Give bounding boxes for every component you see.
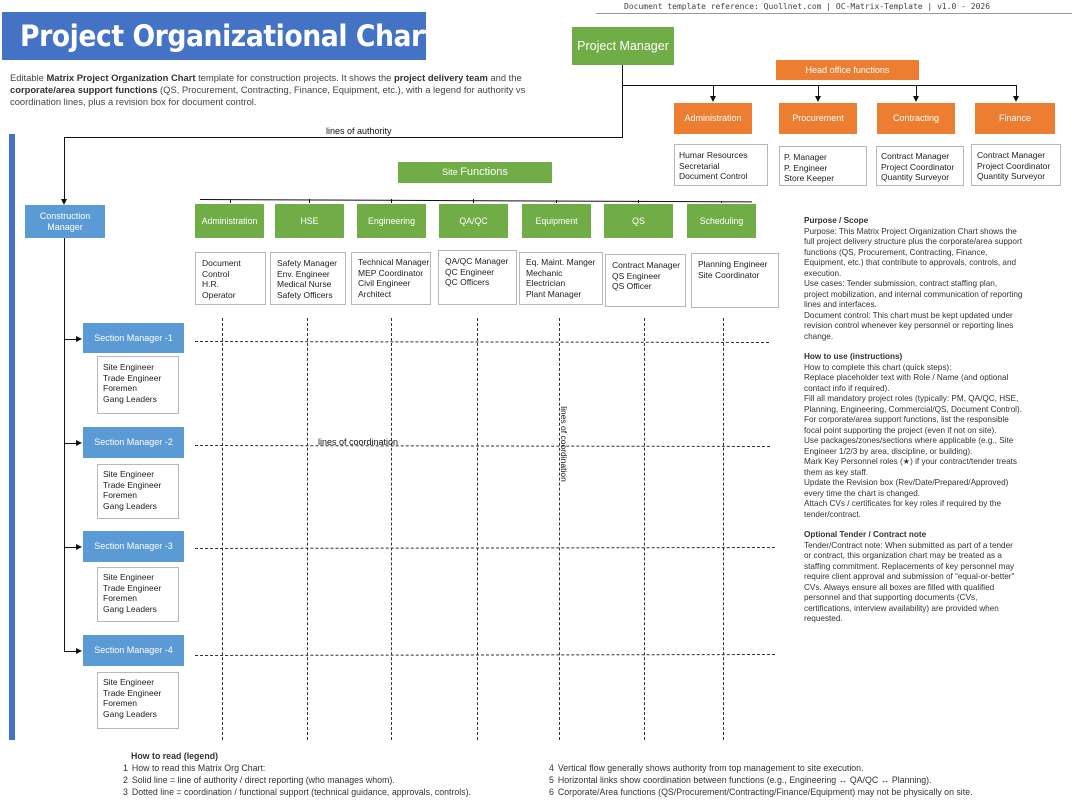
- ho-function-administration: [674, 103, 752, 134]
- section-manager-4: [83, 635, 184, 666]
- role-text: Mechanic: [526, 267, 563, 278]
- ho-function-label: Finance: [998, 113, 1032, 123]
- ho-arrow-3: [913, 96, 919, 102]
- note-line: them as key staff.: [804, 467, 869, 477]
- role-text: Env. Engineer: [277, 268, 330, 279]
- section-roles-4: [97, 672, 179, 729]
- note-line: execution.: [804, 268, 842, 278]
- note-line: staffing commitment. Replacements of key personnel may: [804, 561, 1015, 571]
- ho-roles-contracting: [876, 146, 964, 186]
- title-banner: [2, 12, 437, 60]
- role-text: Civil Engineer: [358, 278, 411, 288]
- cm-trunk-line: [64, 238, 65, 652]
- legend-item: [123, 787, 471, 799]
- page-title: Project Organizational Chart: [20, 19, 437, 53]
- role-text: H.R.: [202, 279, 219, 289]
- reference-divider: [596, 13, 1072, 14]
- sf-label: QA/QC: [459, 216, 488, 226]
- role-text: Secretarial: [679, 160, 720, 171]
- role-text: Gang Leaders: [103, 708, 157, 719]
- legend-title: How to read (legend): [131, 751, 218, 761]
- site-functions-line: [200, 199, 752, 202]
- sf-label: QS: [632, 216, 645, 226]
- ho-roles-finance: [971, 144, 1061, 186]
- sf-header-administration: [195, 204, 264, 238]
- sf-drop-1: [230, 199, 231, 203]
- note-line: Equipment, etc.) that contribute to approvals, controls, and: [804, 258, 1017, 267]
- note-line: For corporate/area support functions, list the responsible: [804, 415, 1009, 424]
- role-text: Humar Resources: [679, 150, 748, 160]
- role-text: Technical Manager: [358, 257, 430, 267]
- sf-roles-scheduling: [691, 253, 779, 308]
- role-text: Quantity Surveyor: [881, 172, 950, 182]
- note-line: Use packages/zones/sections where applicable (e.g., Site: [804, 436, 1014, 445]
- role-text: P. Manager: [784, 152, 827, 162]
- note-line: functions (QS, Procurement, Contracting, Finance,: [804, 247, 988, 257]
- head-office-label: Head office functions: [805, 65, 890, 75]
- sf-drop-7: [721, 201, 722, 203]
- legend-num: 5: [549, 774, 554, 785]
- section-manager-1: [83, 323, 184, 353]
- note-line: project mobilization, and internal communication of reporting: [804, 289, 1023, 299]
- sf-label: Administration: [201, 216, 258, 226]
- role-text: Store Keeper: [784, 173, 835, 183]
- authority-horizontal-line: [64, 137, 623, 138]
- legend-item: [123, 775, 471, 787]
- role-text: Site Engineer: [103, 469, 155, 479]
- sf-label: HSE: [300, 216, 319, 226]
- coord-h-2: [195, 445, 770, 447]
- role-text: Operator: [202, 289, 236, 300]
- section-roles-3: [97, 567, 179, 622]
- purpose-heading: Purpose / Scope: [804, 216, 869, 225]
- intro-text: Editable Matrix Project Organization Chart template for construction projects. It shows the project delivery team and the corporate/area support functions (QS, Procurement, Contracting, Finance, Equipment, etc.), with a legend for authority vs coordination lines, plus a revision box for document control.: [10, 72, 526, 107]
- sf-roles-qs: [605, 254, 686, 307]
- coord-v-7: [723, 318, 724, 740]
- head-office-banner: [776, 60, 919, 80]
- note-line: Document control: This chart must be kept updated under: [804, 310, 1013, 320]
- howto-body: [804, 363, 1036, 521]
- note-line: full project delivery structure plus the corporate/area support: [804, 237, 1022, 246]
- note-line: certifications, interview availability) are provided when: [804, 603, 999, 613]
- role-text: Planning Engineer: [698, 259, 768, 269]
- ho-function-procurement: [779, 103, 857, 134]
- coord-v-1: [222, 318, 223, 740]
- sf-label: Scheduling: [699, 216, 744, 226]
- sf-header-qaqc: [439, 204, 508, 238]
- legend-item: [549, 763, 973, 775]
- role-text: Medical Nurse: [277, 279, 332, 289]
- legend-num: 1: [123, 763, 128, 773]
- role-text: Quantity Surveyor: [977, 171, 1046, 181]
- section-arrow-4: [76, 648, 82, 654]
- section-manager-label: Section Manager -2: [94, 437, 173, 447]
- sf-roles-equipment: [519, 252, 603, 305]
- legend-text: How to read this Matrix Org Chart:: [131, 763, 266, 773]
- role-text: QA/QC Manager: [445, 256, 509, 266]
- coord-v-5: [559, 318, 560, 740]
- ho-function-label: Administration: [684, 113, 742, 123]
- site-functions-prefix: Site: [442, 167, 461, 177]
- legend-text: Horizontal links show coordination between functions (e.g., Engineering ↔ QA/QC ↔ Planning).: [557, 774, 932, 785]
- note-line: change.: [804, 331, 834, 341]
- sf-roles-qaqc: [438, 250, 517, 305]
- sf-drop-6: [638, 200, 639, 203]
- project-manager-label: Project Manager: [577, 39, 669, 53]
- note-line: tender/contract.: [804, 509, 861, 519]
- role-text: QC Officers: [445, 277, 490, 287]
- pm-down-line: [622, 65, 623, 138]
- role-text: Electrician: [526, 278, 566, 288]
- legend-text: Solid line = line of authority / direct reporting (who manages whom).: [131, 774, 395, 785]
- tender-heading: Optional Tender / Contract note: [804, 530, 927, 539]
- role-text: Trade Engineer: [103, 372, 162, 383]
- pm-to-head-office-line: [622, 85, 1017, 86]
- sf-roles-engineering: [351, 252, 431, 305]
- role-text: Site Engineer: [103, 572, 155, 582]
- note-line: require client approval and submission of “equal-or-better”: [804, 572, 1015, 581]
- sf-drop-3: [391, 199, 392, 203]
- sf-label: Equipment: [535, 216, 578, 226]
- note-line: contact info if required).: [804, 383, 890, 393]
- role-text: Gang Leaders: [103, 603, 157, 614]
- ho-roles-administration: [674, 144, 768, 186]
- note-line: Planning, Engineering, Commercial/QS, Document Control).: [804, 404, 1022, 414]
- note-line: focal point supporting the project (even if not on site).: [804, 425, 997, 435]
- cm-drop-line: [64, 137, 65, 200]
- coord-v-6: [644, 318, 645, 740]
- legend-num: 2: [123, 774, 128, 785]
- note-line: personnel and that supporting documents (CVs,: [804, 593, 978, 602]
- project-manager-box: [572, 27, 674, 65]
- ho-function-contracting: [877, 103, 955, 134]
- section-manager-label: Section Manager -4: [94, 645, 173, 655]
- role-text: Project Coordinator: [977, 160, 1051, 171]
- role-text: Trade Engineer: [103, 582, 162, 593]
- howto-heading: How to use (instructions): [804, 352, 903, 361]
- ho-arrow-1: [710, 96, 716, 102]
- left-side-bar: [9, 134, 15, 740]
- lines-of-coordination-vertical-label: lines of coordination: [558, 406, 569, 482]
- role-text: Site Coordinator: [698, 269, 760, 280]
- ho-function-label: Contracting: [892, 113, 940, 123]
- legend-left: [123, 763, 471, 798]
- ho-function-finance: [975, 103, 1055, 134]
- note-line: Fill all mandatory project roles (typically: PM, QA/QC, HSE,: [804, 394, 1019, 403]
- role-text: Eq. Maint. Manger: [526, 257, 596, 267]
- note-line: Use cases: Tender submission, contract staffing plan,: [804, 279, 998, 288]
- coord-h-1: [195, 341, 769, 343]
- role-text: Architect: [358, 288, 392, 299]
- role-text: Plant Manager: [526, 288, 582, 299]
- role-text: Trade Engineer: [103, 687, 162, 698]
- sf-roles-administration: [195, 252, 266, 305]
- site-functions-box: [398, 162, 552, 183]
- legend-item: [549, 787, 973, 799]
- legend-num: 4: [549, 763, 554, 773]
- legend-num: 6: [549, 786, 554, 797]
- note-line: or contract, this organization chart may be treated as a: [804, 551, 1002, 560]
- role-text: Safety Manager: [277, 258, 338, 268]
- sf-drop-4: [473, 199, 474, 203]
- role-text: Contract Manager: [977, 150, 1046, 160]
- ho-arrow-4: [1013, 96, 1019, 102]
- legend-right: [549, 763, 973, 798]
- section-roles-2: [97, 464, 179, 519]
- section-manager-label: Section Manager -3: [94, 541, 173, 551]
- section-manager-label: Section Manager -1: [94, 333, 173, 343]
- role-text: Site Engineer: [103, 677, 155, 687]
- section-arrow-1: [76, 336, 82, 342]
- sf-header-equipment: [522, 204, 591, 238]
- sf-header-qs: [604, 204, 673, 238]
- sf-header-scheduling: [687, 204, 756, 238]
- role-text: Foremen: [103, 490, 138, 500]
- role-text: Gang Leaders: [103, 393, 157, 404]
- ho-arrow-2: [815, 96, 821, 102]
- note-line: Mark Key Personnel roles (★) if your contract/tender treats: [804, 457, 1018, 466]
- legend-num: 3: [123, 786, 128, 797]
- note-line: Replace placeholder text with Role / Name (and optional: [804, 373, 1009, 382]
- legend-item: [549, 775, 973, 787]
- template-reference: Document template reference: Quollnet.com | OC-Matrix-Template | v1.0 - 2026: [624, 2, 991, 11]
- sf-header-hse: [275, 204, 344, 238]
- role-text: Trade Engineer: [103, 479, 162, 490]
- role-text: P. Engineer: [784, 162, 828, 173]
- role-text: Gang Leaders: [103, 500, 157, 511]
- role-text: QC Engineer: [445, 266, 495, 277]
- coord-h-3: [195, 547, 775, 549]
- coord-v-2: [307, 318, 308, 740]
- tender-body: [804, 541, 1036, 625]
- role-text: Control: [202, 268, 230, 279]
- legend-text: Dotted line = coordination / functional support (technical guidance, approvals, controls).: [131, 786, 472, 797]
- role-text: Contract Manager: [612, 260, 681, 270]
- lines-of-coordination-label: lines of coordination: [318, 437, 399, 447]
- note-line: every time the chart is changed.: [804, 488, 921, 498]
- sf-label: Engineering: [368, 216, 415, 226]
- note-line: Purpose: This Matrix Project Organization Chart shows the: [804, 226, 1017, 236]
- role-text: Document Control: [679, 171, 748, 181]
- construction-manager-box: [25, 205, 105, 238]
- section-arrow-2: [76, 440, 82, 446]
- role-text: Site Engineer: [103, 362, 155, 372]
- role-text: MEP Coordinator: [358, 267, 424, 278]
- role-text: Foremen: [103, 593, 138, 603]
- role-text: QS Officer: [612, 281, 652, 291]
- note-line: Tender/Contract note: When submitted as part of a tender: [804, 540, 1013, 550]
- site-functions-word: Functions: [460, 166, 508, 178]
- note-line: revision control whenever key personnel or reporting lines: [804, 321, 1014, 330]
- legend-item: [123, 763, 471, 775]
- sf-drop-2: [309, 199, 310, 203]
- note-line: Attach CVs / certificates for key roles if required by the: [804, 499, 1002, 508]
- role-text: Foremen: [103, 383, 138, 393]
- note-line: Update the Revision box (Rev/Date/Prepared/Approved): [804, 478, 1009, 487]
- role-text: Contract Manager: [881, 151, 950, 161]
- role-text: Project Coordinator: [881, 161, 955, 172]
- note-line: Engineer 1/2/3 by area, discipline, or building).: [804, 446, 973, 456]
- note-line: CVs. Always ensure all boxes are filled with qualified: [804, 582, 995, 592]
- note-line: lines and interfaces.: [804, 300, 877, 309]
- section-manager-2: [83, 427, 184, 458]
- note-line: How to complete this chart (quick steps):: [804, 362, 952, 372]
- sf-roles-hse: [270, 252, 346, 305]
- notes-panel: [804, 216, 1036, 625]
- lines-of-authority-label: lines of authority: [326, 126, 392, 136]
- sf-drop-5: [556, 200, 557, 203]
- coord-v-3: [391, 318, 392, 740]
- purpose-body: [804, 227, 1036, 343]
- role-text: Document: [202, 258, 241, 268]
- coord-h-4: [195, 654, 775, 656]
- section-roles-1: [97, 356, 179, 414]
- legend-text: Vertical flow generally shows authority from top management to site execution.: [557, 763, 864, 773]
- ho-function-label: Procurement: [792, 113, 844, 123]
- legend-text: Corporate/Area functions (QS/Procurement/Contracting/Finance/Equipment) may not be physically on site.: [557, 786, 973, 797]
- role-text: Foremen: [103, 698, 138, 708]
- sf-header-engineering: [357, 204, 426, 238]
- role-text: QS Engineer: [612, 270, 661, 281]
- section-manager-3: [83, 531, 184, 562]
- note-line: requested.: [804, 614, 843, 623]
- construction-manager-label: Construction Manager: [39, 211, 91, 232]
- section-arrow-3: [76, 544, 82, 550]
- role-text: Safety Officers: [277, 289, 333, 300]
- ho-roles-procurement: [779, 146, 867, 186]
- coord-v-4: [477, 318, 478, 740]
